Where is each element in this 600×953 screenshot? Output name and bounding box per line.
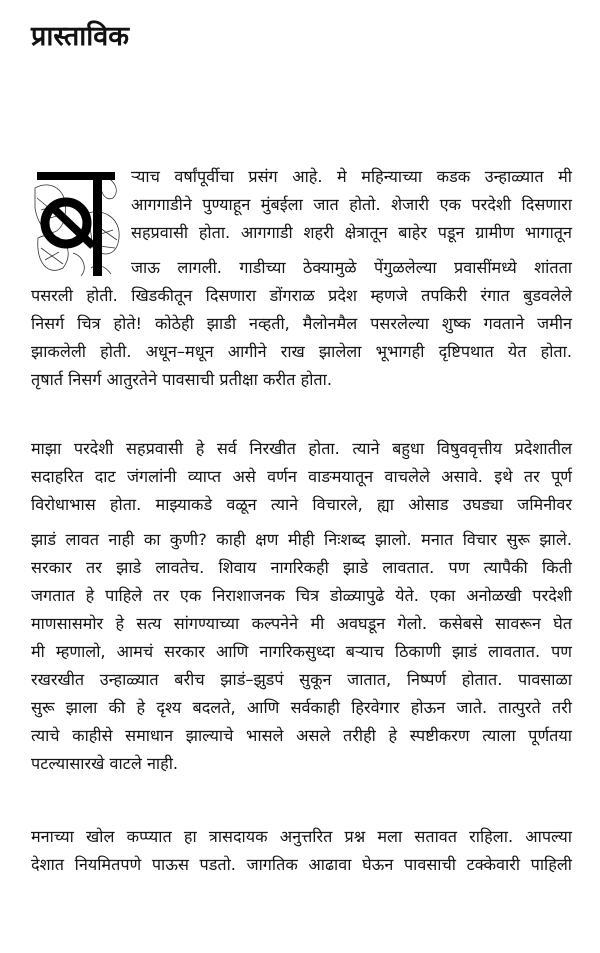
paragraph-1-line: सहप्रवासी होता. आगगाडी शहरी क्षेत्रातून बाहेर पडून ग्रामीण भागातून [131,223,572,242]
paragraph-1-line: आगगाडीने पुण्याहून मुंबईला जात होतो. शेजारी एक परदेशी दिसणारा [131,195,572,214]
paragraph-1-line: जाऊ लागली. गाडीच्या ठेक्यामुळे पेंगुळलेल्या प्रवासींमध्ये शांतता [131,258,572,277]
paragraph-2-line: रखरखीत उन्हाळ्यात बरीच झाडं–झुडपं सुकून जातात, निष्पर्ण होतात. पावसाळा [31,670,572,689]
page-title: प्रास्ताविक [31,21,129,52]
paragraph-3-line: मनाच्या खोल कप्प्यात हा त्रासदायक अनुत्तरित प्रश्न मला सतावत राहिला. आपल्या [31,827,572,846]
paragraph-1-line: तृषार्त निसर्ग आतुरतेने पावसाची प्रतीक्षा करीत होता. [31,370,332,389]
paragraph-2-line: पटल्यासारखे वाटले नाही. [31,754,179,773]
paragraph-2-line: माणसासमोर हे सत्य सांगण्याच्या कल्पनेने मी अवघडून गेलो. कसेबसे सावरून घेत [31,614,572,633]
paragraph-2-line: सदाहरित दाट जंगलांनी व्याप्त असे वर्णन वाङमयातून वाचलेले असावे. इथे तर पूर्ण [31,467,572,486]
paragraph-2-line: मी म्हणालो, आमचं सरकार आणि नागरिकसुध्दा बऱ्याच ठिकाणी झाडं लावतात. पण [31,642,572,661]
paragraph-2-line: जगतात हे पाहिले तर एक निराशाजनक चित्र डोळ्यापुढे येते. एका अनोळखी परदेशी [31,586,572,605]
paragraph-2-line: त्याचे काहीसे समाधान झाल्याचे भासले असले तरीही हे स्पष्टीकरण त्याला पूर्णतया [31,726,572,745]
paragraph-2-line: झाडं लावत नाही का कुणी? काही क्षण मीही निःशब्द झालो. मनात विचार सुरू झाले. [31,530,572,549]
decorative-leaf-dropcap-icon [33,168,123,278]
paragraph-2-line: माझा परदेशी सहप्रवासी हे सर्व निरखीत होता. त्याने बहुधा विषुववृत्तीय प्रदेशातील [31,439,572,458]
paragraph-1-line: पसरली होती. खिडकीतून दिसणारा डोंगराळ प्रदेश म्हणजे तपकिरी रंगात बुडवलेले [31,286,572,305]
paragraph-1-line: ऱ्याच वर्षांपूर्वीचा प्रसंग आहे. मे महिन्याच्या कडक उन्हाळ्यात मी [131,167,572,186]
paragraph-1-line: निसर्ग चित्र होते! कोठेही झाडी नव्हती, मैलोनमैल पसरलेल्या शुष्क गवताने जमीन [31,314,572,333]
dropcap-illustration-icon [33,168,123,278]
paragraph-2-line: विरोधाभास होता. माझ्याकडे वळून त्याने विचारले, ह्या ओसाड उघड्या जमिनीवर [31,495,572,514]
paragraph-3-line: देशात नियमितपणे पाऊस पडतो. जागतिक आढावा घेऊन पावसाची टक्केवारी पाहिली [31,855,572,874]
paragraph-1-line: झाकलेली होती. अधून–मधून आगीने राख झालेला भूभागही दृष्टिपथात येत होता. [31,342,572,361]
paragraph-2-line: सरकार तर झाडे लावतेच. शिवाय नागरिकही झाडे लावतात. पण त्यापैकी किती [31,558,572,577]
paragraph-2-line: सुरू झाला की हे दृश्य बदलते, आणि सर्वकाही हिरवेगार होऊन जाते. तात्पुरते तरी [31,698,572,717]
